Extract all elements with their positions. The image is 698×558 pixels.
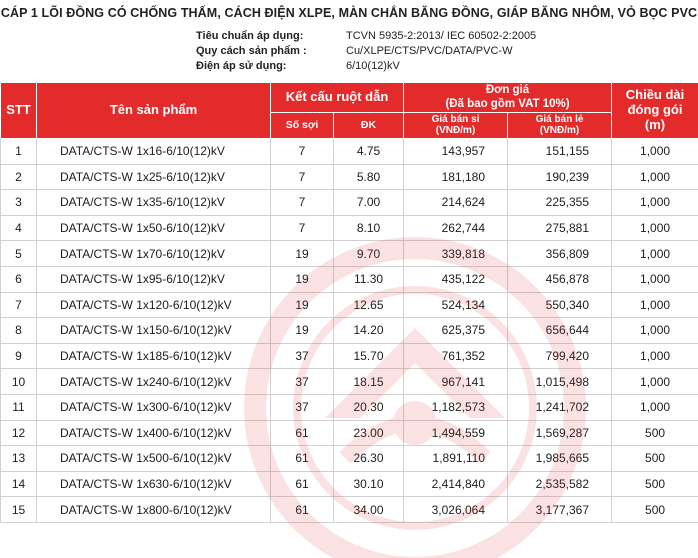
cell-product-name: DATA/CTS-W 1x400-6/10(12)kV: [37, 420, 271, 446]
cell-stt: 4: [1, 215, 37, 241]
table-row: [1, 471, 698, 497]
table-row: [1, 420, 698, 446]
spec-label: Điện áp sử dụng:: [196, 60, 346, 72]
cell-stt: 1: [1, 139, 37, 165]
cell-length: 1,000: [612, 241, 698, 267]
cell-strands: 61: [271, 471, 334, 497]
spec-value: Cu/XLPE/CTS/PVC/DATA/PVC-W: [346, 45, 512, 57]
spec-value: TCVN 5935-2:2013/ IEC 60502-2:2005: [346, 30, 536, 42]
cell-product-name: DATA/CTS-W 1x630-6/10(12)kV: [37, 471, 271, 497]
cell-wholesale: 214,624: [404, 190, 508, 216]
cell-strands: 37: [271, 343, 334, 369]
header-diameter: ĐK: [334, 113, 404, 139]
cell-length: 1,000: [612, 215, 698, 241]
cell-retail: 550,340: [508, 292, 612, 318]
cell-product-name: DATA/CTS-W 1x70-6/10(12)kV: [37, 241, 271, 267]
cell-length: 500: [612, 420, 698, 446]
table-row: [1, 343, 698, 369]
cell-retail: 190,239: [508, 164, 612, 190]
cell-strands: 19: [271, 318, 334, 344]
cell-length: 500: [612, 446, 698, 472]
cell-diameter: 11.30: [334, 266, 404, 292]
cell-length: 500: [612, 471, 698, 497]
header-package-length: [612, 83, 698, 139]
cell-retail: 1,241,702: [508, 394, 612, 420]
retail-unit: (VNĐ/m): [508, 126, 611, 137]
cell-diameter: 30.10: [334, 471, 404, 497]
cell-length: 1,000: [612, 139, 698, 165]
table-row: [1, 266, 698, 292]
cell-diameter: 7.00: [334, 190, 404, 216]
cell-diameter: 26.30: [334, 446, 404, 472]
cell-strands: 61: [271, 446, 334, 472]
cell-stt: 7: [1, 292, 37, 318]
cell-wholesale: 262,744: [404, 215, 508, 241]
spec-product-spec: [196, 45, 512, 57]
cell-product-name: DATA/CTS-W 1x50-6/10(12)kV: [37, 215, 271, 241]
table-row: [1, 215, 698, 241]
cell-retail: 275,881: [508, 215, 612, 241]
cell-strands: 7: [271, 190, 334, 216]
cell-wholesale: 3,026,064: [404, 497, 508, 523]
cell-product-name: DATA/CTS-W 1x150-6/10(12)kV: [37, 318, 271, 344]
cell-length: 1,000: [612, 369, 698, 395]
header-unit-price: [404, 83, 612, 113]
retail-label: Giá bán lẻ: [508, 115, 611, 126]
header-conductor-structure: Kết cấu ruột dẫn: [271, 83, 404, 113]
cell-wholesale: 524,134: [404, 292, 508, 318]
table-row: [1, 164, 698, 190]
page-title: CÁP 1 LÕI ĐỒNG CÓ CHỐNG THẤM, CÁCH ĐIỆN XLPE, MÀN CHẮN BĂNG ĐỒNG, GIÁP BĂNG NHÔM, VỎ BỌC PVC: [0, 6, 698, 20]
cell-diameter: 12.65: [334, 292, 404, 318]
length-line-2: đóng gói: [612, 103, 698, 118]
cell-stt: 6: [1, 266, 37, 292]
cell-stt: 12: [1, 420, 37, 446]
cell-length: 1,000: [612, 164, 698, 190]
cell-wholesale: 143,957: [404, 139, 508, 165]
cell-wholesale: 1,891,110: [404, 446, 508, 472]
cell-strands: 37: [271, 394, 334, 420]
cell-diameter: 8.10: [334, 215, 404, 241]
cell-wholesale: 181,180: [404, 164, 508, 190]
spec-label: Tiêu chuẩn áp dụng:: [196, 30, 346, 42]
cell-product-name: DATA/CTS-W 1x240-6/10(12)kV: [37, 369, 271, 395]
length-line-3: (m): [612, 118, 698, 133]
table-row: [1, 369, 698, 395]
spec-value: 6/10(12)kV: [346, 60, 400, 72]
cell-wholesale: 1,182,573: [404, 394, 508, 420]
table-row: [1, 139, 698, 165]
cell-wholesale: 435,122: [404, 266, 508, 292]
spec-standard: [196, 30, 536, 42]
cell-diameter: 20.30: [334, 394, 404, 420]
table-row: [1, 394, 698, 420]
table-row: [1, 190, 698, 216]
cell-retail: 1,015,498: [508, 369, 612, 395]
cell-retail: 1,569,287: [508, 420, 612, 446]
cell-stt: 11: [1, 394, 37, 420]
cell-length: 1,000: [612, 318, 698, 344]
cell-wholesale: 2,414,840: [404, 471, 508, 497]
cell-diameter: 18.15: [334, 369, 404, 395]
cell-wholesale: 339,818: [404, 241, 508, 267]
cell-product-name: DATA/CTS-W 1x16-6/10(12)kV: [37, 139, 271, 165]
length-line-1: Chiều dài: [612, 88, 698, 103]
cell-stt: 9: [1, 343, 37, 369]
cell-length: 1,000: [612, 190, 698, 216]
cell-length: 1,000: [612, 394, 698, 420]
header-strand-count: Số sợi: [271, 113, 334, 139]
header-stt: STT: [1, 83, 37, 139]
cell-product-name: DATA/CTS-W 1x800-6/10(12)kV: [37, 497, 271, 523]
cell-diameter: 15.70: [334, 343, 404, 369]
cell-stt: 10: [1, 369, 37, 395]
cell-diameter: 14.20: [334, 318, 404, 344]
cell-product-name: DATA/CTS-W 1x95-6/10(12)kV: [37, 266, 271, 292]
table-row: [1, 446, 698, 472]
price-table: [0, 82, 698, 523]
table-row: [1, 497, 698, 523]
cell-product-name: DATA/CTS-W 1x120-6/10(12)kV: [37, 292, 271, 318]
cell-strands: 61: [271, 497, 334, 523]
cell-retail: 3,177,367: [508, 497, 612, 523]
cell-product-name: DATA/CTS-W 1x300-6/10(12)kV: [37, 394, 271, 420]
cell-strands: 19: [271, 266, 334, 292]
cell-retail: 225,355: [508, 190, 612, 216]
table-row: [1, 292, 698, 318]
cell-length: 1,000: [612, 266, 698, 292]
cell-stt: 2: [1, 164, 37, 190]
cell-diameter: 23.00: [334, 420, 404, 446]
cell-retail: 656,644: [508, 318, 612, 344]
header-product-name: Tên sản phẩm: [37, 83, 271, 139]
cell-stt: 8: [1, 318, 37, 344]
table-row: [1, 318, 698, 344]
header-retail-price: [508, 113, 612, 139]
cell-wholesale: 625,375: [404, 318, 508, 344]
cell-retail: 151,155: [508, 139, 612, 165]
cell-diameter: 5.80: [334, 164, 404, 190]
cell-diameter: 9.70: [334, 241, 404, 267]
cell-retail: 2,535,582: [508, 471, 612, 497]
cell-diameter: 4.75: [334, 139, 404, 165]
cell-product-name: DATA/CTS-W 1x185-6/10(12)kV: [37, 343, 271, 369]
cell-product-name: DATA/CTS-W 1x35-6/10(12)kV: [37, 190, 271, 216]
cell-stt: 5: [1, 241, 37, 267]
cell-wholesale: 1,494,559: [404, 420, 508, 446]
spec-label: Quy cách sản phẩm :: [196, 45, 346, 57]
cell-length: 500: [612, 497, 698, 523]
cell-length: 1,000: [612, 292, 698, 318]
cell-retail: 456,878: [508, 266, 612, 292]
table-row: [1, 241, 698, 267]
cell-strands: 19: [271, 241, 334, 267]
cell-strands: 7: [271, 164, 334, 190]
cell-strands: 19: [271, 292, 334, 318]
cell-retail: 356,809: [508, 241, 612, 267]
cell-strands: 7: [271, 139, 334, 165]
cell-retail: 1,985,665: [508, 446, 612, 472]
cell-strands: 61: [271, 420, 334, 446]
price-label: Đơn giá: [404, 84, 611, 97]
cell-product-name: DATA/CTS-W 1x500-6/10(12)kV: [37, 446, 271, 472]
cell-strands: 37: [271, 369, 334, 395]
cell-product-name: DATA/CTS-W 1x25-6/10(12)kV: [37, 164, 271, 190]
header-wholesale-price: [404, 113, 508, 139]
price-note: (Đã bao gồm VAT 10%): [404, 98, 611, 111]
wholesale-label: Giá bán sỉ: [404, 115, 507, 126]
cell-retail: 799,420: [508, 343, 612, 369]
cell-strands: 7: [271, 215, 334, 241]
cell-wholesale: 761,352: [404, 343, 508, 369]
wholesale-unit: (VNĐ/m): [404, 126, 507, 137]
cell-stt: 15: [1, 497, 37, 523]
cell-length: 1,000: [612, 343, 698, 369]
cell-stt: 14: [1, 471, 37, 497]
cell-diameter: 34.00: [334, 497, 404, 523]
cell-wholesale: 967,141: [404, 369, 508, 395]
cell-stt: 13: [1, 446, 37, 472]
cell-stt: 3: [1, 190, 37, 216]
spec-voltage: [196, 60, 400, 72]
